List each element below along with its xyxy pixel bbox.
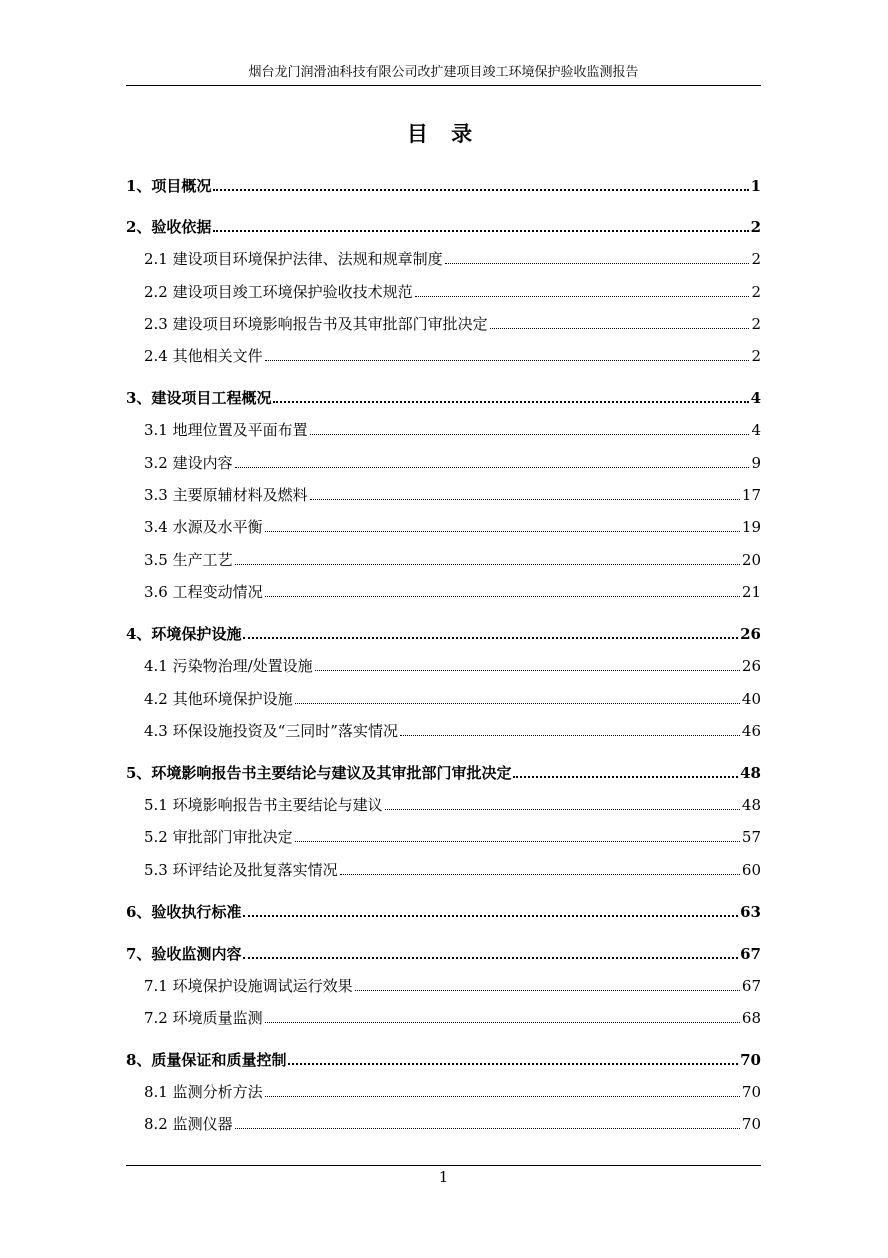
toc-section-entry[interactable]: [126, 620, 761, 644]
toc-subsection-entry[interactable]: [144, 1004, 761, 1028]
toc-dot-leader: [235, 564, 740, 565]
toc-dot-leader: [445, 263, 750, 264]
toc-entry-label: 3、建设项目工程概况: [126, 389, 272, 407]
toc-subsection-entry[interactable]: [144, 245, 761, 269]
toc-subsection-entry[interactable]: [144, 685, 761, 709]
toc-dot-leader: [310, 499, 740, 500]
toc-entry-label: 8、质量保证和质量控制: [126, 1051, 287, 1069]
toc-dot-leader: [288, 1063, 738, 1065]
toc-section-entry[interactable]: [126, 759, 761, 783]
toc-dot-leader: [295, 841, 740, 842]
toc-subsection-entry[interactable]: [144, 823, 761, 847]
toc-dot-leader: [235, 1128, 740, 1129]
toc-dot-leader: [243, 637, 738, 639]
toc-dot-leader: [265, 1022, 740, 1023]
toc-subsection-entry[interactable]: [144, 310, 761, 334]
toc-entry-label: 4.2 其他环境保护设施: [144, 690, 293, 708]
toc-entry-label: 2.4 其他相关文件: [144, 347, 263, 365]
toc-subsection-entry[interactable]: [144, 513, 761, 537]
toc-entry-label: 5、环境影响报告书主要结论与建议及其审批部门审批决定: [126, 764, 512, 782]
toc-dot-leader: [415, 296, 750, 297]
toc-section-entry[interactable]: [126, 898, 761, 922]
toc-dot-leader: [243, 957, 738, 959]
toc-entry-label: 2、验收依据: [126, 218, 212, 236]
toc-entry-page: 20: [741, 551, 761, 569]
toc-subsection-entry[interactable]: [144, 481, 761, 505]
toc-dot-leader: [490, 328, 750, 329]
toc-entry-label: 3.2 建设内容: [144, 454, 233, 472]
toc-dot-leader: [265, 1096, 740, 1097]
toc-entry-page: 9: [751, 454, 761, 472]
page-number: 1: [438, 1168, 449, 1186]
toc-entry-page: 4: [750, 389, 761, 407]
toc-entry-page: 2: [751, 250, 761, 268]
toc-dot-leader: [310, 434, 750, 435]
toc-subsection-entry[interactable]: [144, 717, 761, 741]
toc-entry-label: 8.1 监测分析方法: [144, 1083, 263, 1101]
toc-entry-page: 48: [741, 796, 761, 814]
toc-entry-page: 57: [741, 828, 761, 846]
toc-entry-label: 8.2 监测仪器: [144, 1115, 233, 1133]
toc-entry-page: 70: [741, 1083, 761, 1101]
toc-subsection-entry[interactable]: [144, 578, 761, 602]
toc-subsection-entry[interactable]: [144, 1110, 761, 1134]
toc-entry-label: 4.3 环保设施投资及“三同时”落实情况: [144, 722, 398, 740]
toc-entry-label: 1、项目概况: [126, 177, 212, 195]
toc-subsection-entry[interactable]: [144, 856, 761, 880]
toc-subsection-entry[interactable]: [144, 342, 761, 366]
toc-dot-leader: [400, 735, 740, 736]
toc-subsection-entry[interactable]: [144, 791, 761, 815]
toc-dot-leader: [385, 809, 740, 810]
toc-entry-page: 2: [751, 347, 761, 365]
toc-entry-label: 7.1 环境保护设施调试运行效果: [144, 977, 353, 995]
toc-dot-leader: [513, 776, 738, 778]
toc-subsection-entry[interactable]: [144, 972, 761, 996]
toc-entry-page: 67: [740, 945, 761, 963]
toc-section-entry[interactable]: [126, 940, 761, 964]
toc-entry-label: 4、环境保护设施: [126, 625, 242, 643]
toc-section-entry[interactable]: [126, 213, 761, 237]
toc-dot-leader: [213, 230, 748, 232]
toc-section-entry[interactable]: [126, 384, 761, 408]
toc-entry-page: 26: [740, 625, 761, 643]
toc-entry-page: 46: [741, 722, 761, 740]
toc-entry-label: 5.1 环境影响报告书主要结论与建议: [144, 796, 383, 814]
toc-subsection-entry[interactable]: [144, 1078, 761, 1102]
toc-entry-page: 63: [740, 903, 761, 921]
toc-entry-page: 70: [740, 1051, 761, 1069]
toc-dot-leader: [265, 596, 740, 597]
header-rule: [126, 85, 761, 86]
toc-entry-label: 3.6 工程变动情况: [144, 583, 263, 601]
toc-dot-leader: [295, 703, 740, 704]
toc-subsection-entry[interactable]: [144, 278, 761, 302]
toc-entry-label: 2.3 建设项目环境影响报告书及其审批部门审批决定: [144, 315, 488, 333]
toc-entry-page: 2: [751, 315, 761, 333]
toc-dot-leader: [265, 360, 750, 361]
toc-section-entry[interactable]: [126, 1046, 761, 1070]
toc-entry-label: 3.3 主要原辅材料及燃料: [144, 486, 308, 504]
toc-entry-label: 6、验收执行标准: [126, 903, 242, 921]
toc-dot-leader: [235, 467, 750, 468]
toc-entry-page: 48: [740, 764, 761, 782]
footer-rule: [126, 1165, 761, 1166]
toc-subsection-entry[interactable]: [144, 416, 761, 440]
toc-entry-page: 40: [741, 690, 761, 708]
toc-section-entry[interactable]: [126, 172, 761, 196]
toc-entry-page: 17: [741, 486, 761, 504]
toc-entry-page: 60: [741, 861, 761, 879]
toc-entry-label: 7.2 环境质量监测: [144, 1009, 263, 1027]
toc-entry-page: 70: [741, 1115, 761, 1133]
toc-dot-leader: [355, 990, 740, 991]
toc-subsection-entry[interactable]: [144, 652, 761, 676]
toc-entry-label: 2.1 建设项目环境保护法律、法规和规章制度: [144, 250, 443, 268]
toc-entry-page: 21: [741, 583, 761, 601]
toc-entry-page: 26: [741, 657, 761, 675]
toc-subsection-entry[interactable]: [144, 449, 761, 473]
toc-dot-leader: [265, 531, 740, 532]
toc-entry-page: 67: [741, 977, 761, 995]
toc-entry-page: 19: [741, 518, 761, 536]
toc-dot-leader: [273, 401, 748, 403]
toc-entry-label: 5.2 审批部门审批决定: [144, 828, 293, 846]
toc-entry-label: 3.4 水源及水平衡: [144, 518, 263, 536]
toc-entry-page: 2: [751, 283, 761, 301]
toc-entry-label: 7、验收监测内容: [126, 945, 242, 963]
toc-entry-label: 3.5 生产工艺: [144, 551, 233, 569]
toc-entry-page: 1: [750, 177, 761, 195]
toc-entry-label: 4.1 污染物治理/处置设施: [144, 657, 313, 675]
toc-entry-page: 68: [741, 1009, 761, 1027]
toc-dot-leader: [315, 670, 740, 671]
running-header: 烟台龙门润滑油科技有限公司改扩建项目竣工环境保护验收监测报告: [248, 65, 639, 80]
toc-title: 目 录: [406, 121, 481, 146]
toc-entry-label: 3.1 地理位置及平面布置: [144, 421, 308, 439]
toc-dot-leader: [243, 915, 738, 917]
toc-entry-label: 2.2 建设项目竣工环境保护验收技术规范: [144, 283, 413, 301]
toc-dot-leader: [213, 189, 748, 191]
toc-dot-leader: [340, 874, 740, 875]
toc-entry-page: 2: [750, 218, 761, 236]
toc-entry-page: 4: [751, 421, 761, 439]
toc-entry-label: 5.3 环评结论及批复落实情况: [144, 861, 338, 879]
toc-subsection-entry[interactable]: [144, 546, 761, 570]
